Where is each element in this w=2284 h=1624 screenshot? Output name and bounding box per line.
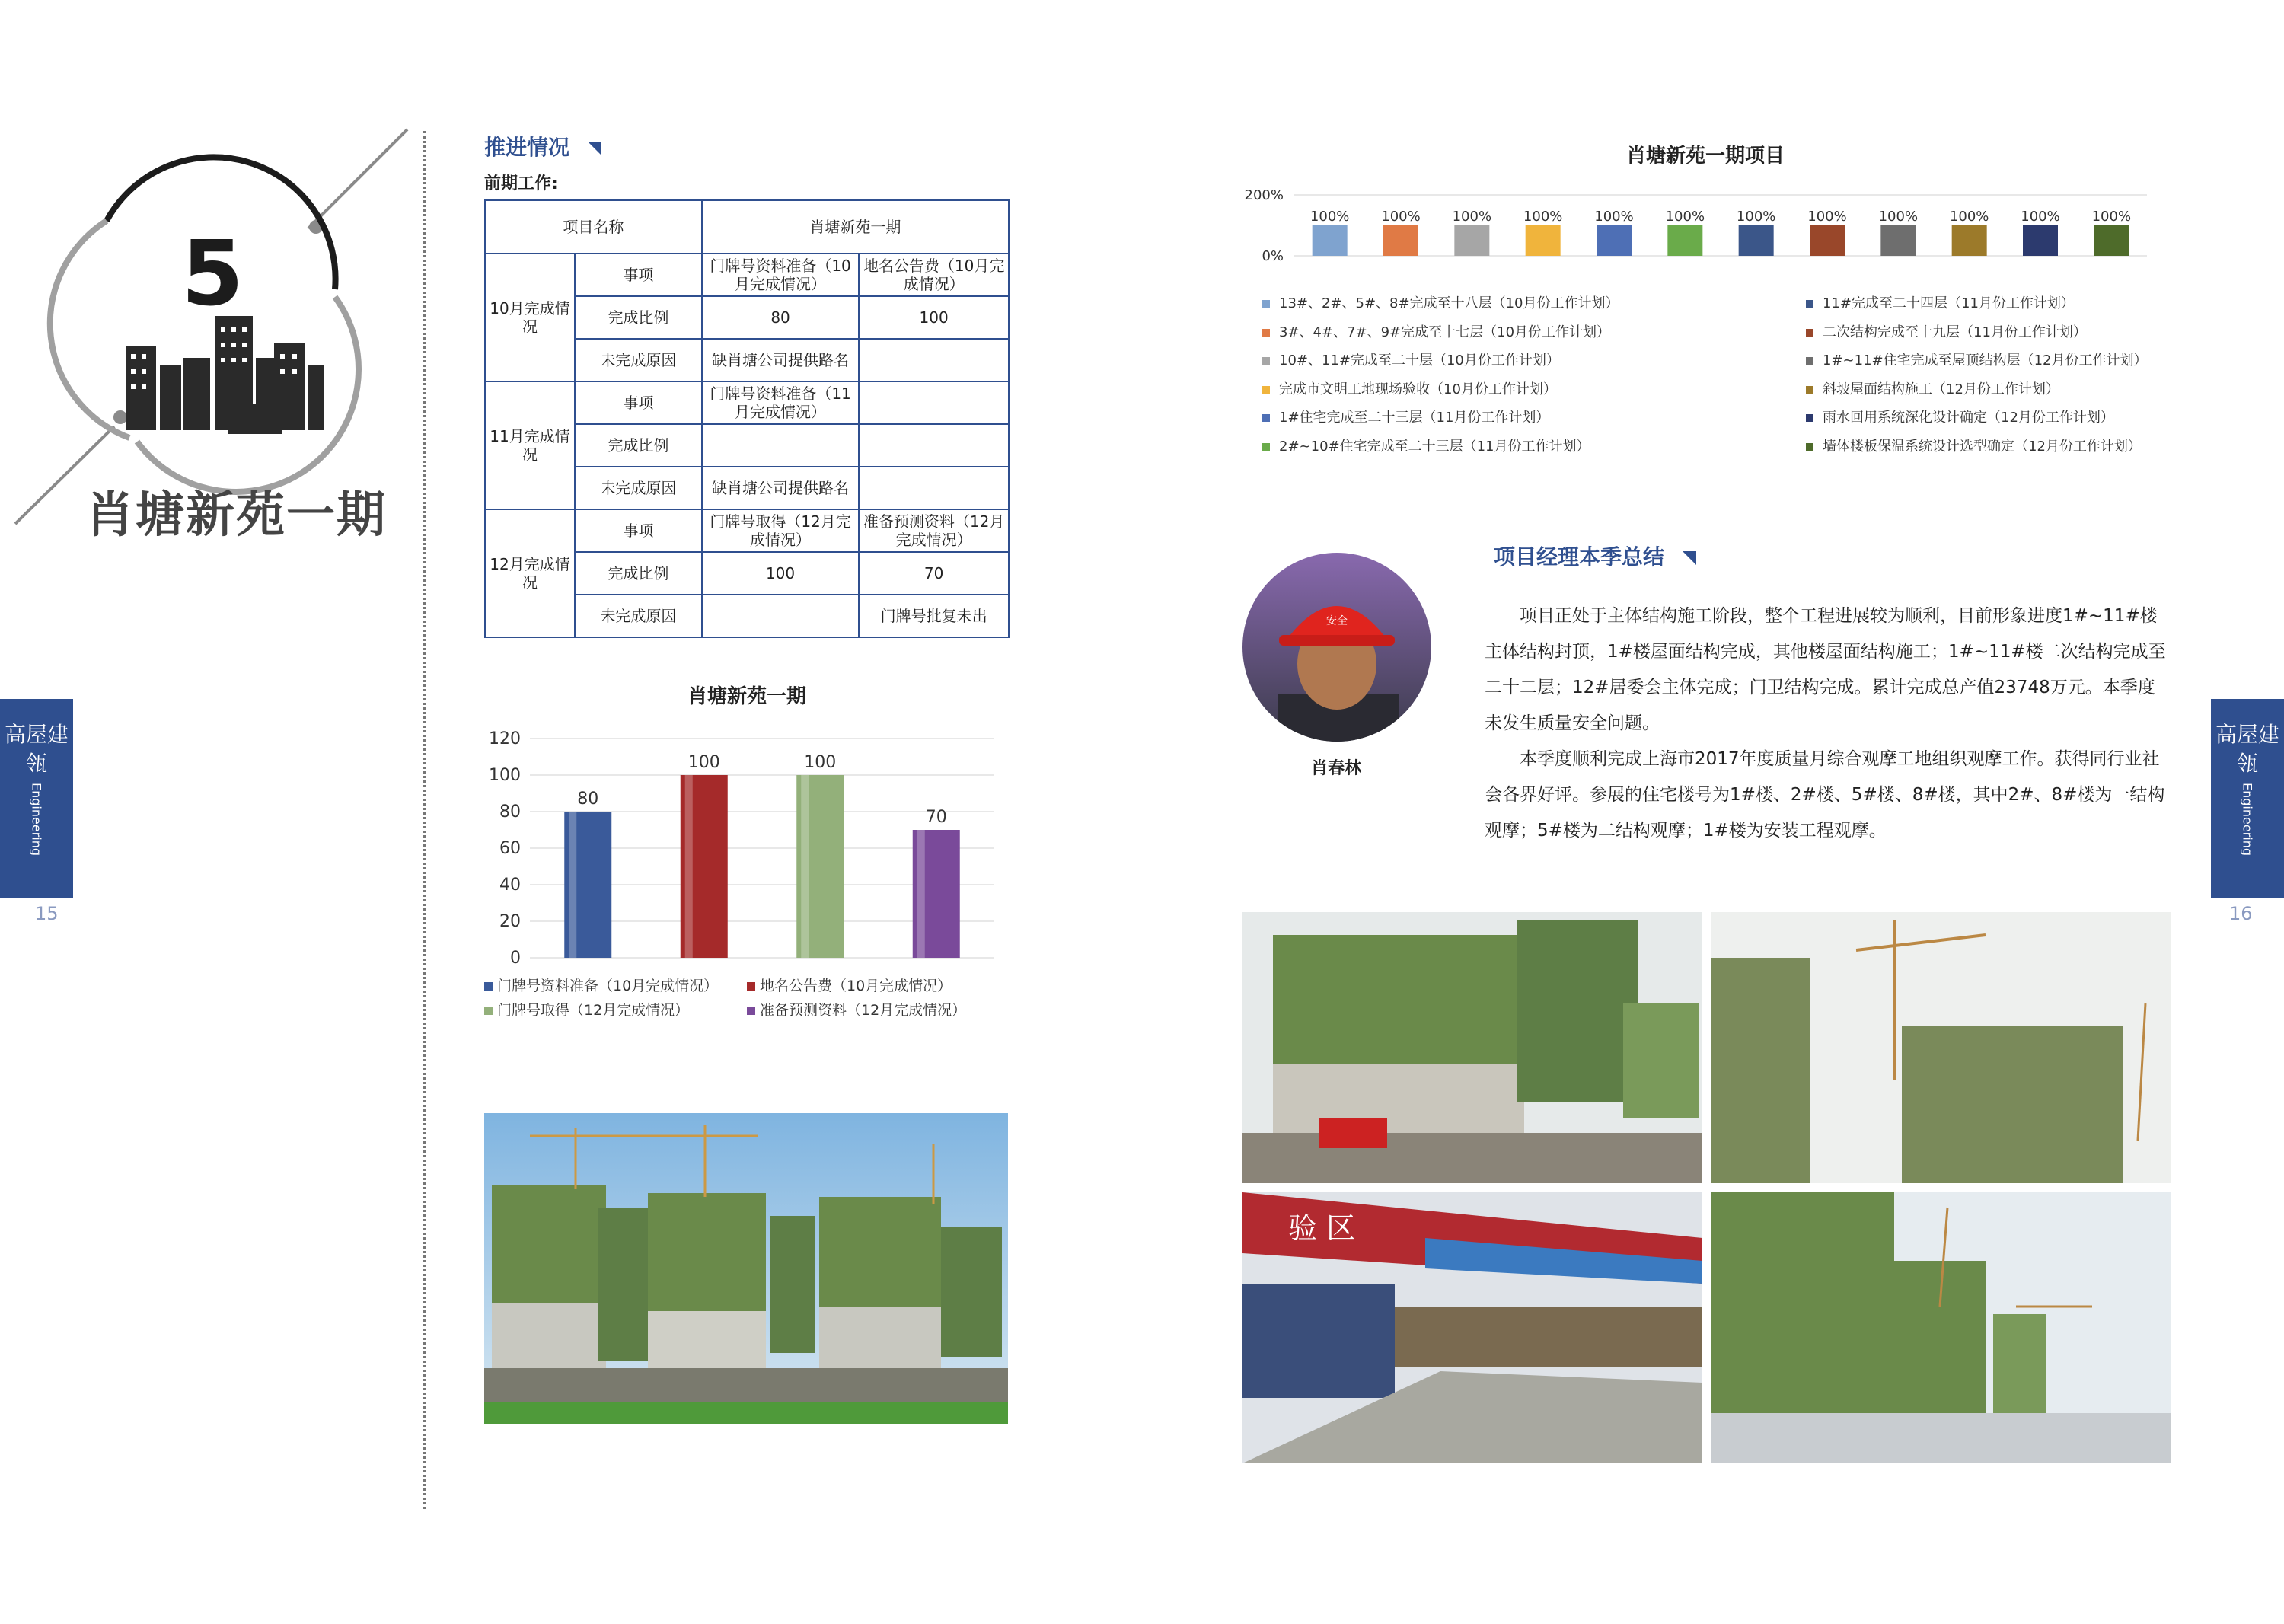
legend-item — [1262, 292, 1619, 312]
divider-line — [423, 131, 426, 1509]
legend-swatch — [1262, 386, 1270, 394]
legend-swatch — [1262, 329, 1270, 337]
legend-item — [484, 999, 689, 1019]
legend-item — [1262, 321, 1610, 341]
triangle-icon — [588, 142, 601, 155]
pre-work-label: 前期工作: — [484, 174, 558, 193]
legend-swatch — [484, 1007, 493, 1015]
legend-label: 1#~11#住宅完成至屋顶结构层（12月份工作计划） — [1823, 353, 2148, 369]
data-label: 100 — [804, 753, 837, 772]
legend-item — [1806, 436, 2142, 455]
summary-paragraph: 本季度顺利完成上海市2017年度质量月综合观摩工地组织观摩工作。获得同行业社会各界好评。参展的住宅楼号为1#楼、2#楼、5#楼、8#楼，其中2#、8#楼为一结构观摩；5#楼为二结构观摩；1#楼为安装工程观摩。 — [1485, 749, 2165, 841]
legend-swatch — [1806, 300, 1813, 308]
table-cell — [859, 381, 1009, 424]
side-tab-text: 高屋建瓴 — [2215, 722, 2279, 776]
legend-label: 二次结构完成至十九层（11月份工作计划） — [1823, 324, 2087, 340]
table-header-project: 肖塘新苑一期 — [702, 200, 1009, 254]
table-cell: 门牌号资料准备（10月完成情况） — [702, 254, 859, 296]
table-cell: 门牌号批复未出 — [859, 595, 1009, 637]
triangle-icon — [1683, 551, 1696, 565]
photo-sign-text: 验 区 — [1288, 1211, 1356, 1245]
legend-label: 斜坡屋面结构施工（12月份工作计划） — [1823, 381, 2059, 397]
page-number-right: 16 — [2229, 903, 2253, 924]
bar — [1880, 225, 1916, 256]
legend-item — [1262, 436, 1590, 455]
bar — [1739, 225, 1774, 256]
legend-item — [1262, 407, 1549, 426]
chart2-title: 肖塘新苑一期项目 — [1625, 145, 1785, 168]
legend-item — [1806, 349, 2148, 369]
bar-highlight — [685, 775, 693, 958]
legend-label: 1#住宅完成至二十三层（11月份工作计划） — [1279, 410, 1550, 426]
data-label: 100% — [1452, 209, 1492, 225]
legend-swatch — [484, 982, 493, 991]
legend-item — [1262, 349, 1560, 369]
side-tab-en: Engineering — [29, 783, 44, 856]
table-cell: 门牌号取得（12月完成情况） — [702, 509, 859, 552]
data-label: 100 — [687, 753, 720, 772]
table-cell: 100 — [859, 296, 1009, 339]
bar — [1526, 225, 1561, 256]
chart1-title: 肖塘新苑一期 — [687, 685, 806, 708]
month-nov: 11月完成情况 — [485, 381, 575, 509]
bar-highlight — [801, 775, 809, 958]
table-header-name: 项目名称 — [485, 200, 702, 254]
legend-label: 13#、2#、5#、8#完成至十八层（10月份工作计划） — [1279, 295, 1619, 311]
bar — [1313, 225, 1348, 256]
bar-highlight — [917, 830, 925, 958]
site-photo-4 — [1711, 1192, 2171, 1463]
bar — [2023, 225, 2058, 256]
table-cell: 未完成原因 — [575, 595, 702, 637]
table-cell: 未完成原因 — [575, 467, 702, 509]
table-cell — [702, 424, 859, 467]
data-label: 100% — [1665, 209, 1705, 225]
legend-label: 11#完成至二十四层（11月份工作计划） — [1823, 295, 2075, 311]
progress-heading-text: 推进情况 — [484, 135, 570, 160]
table-cell — [859, 339, 1009, 381]
y-tick-label: 120 — [489, 729, 521, 748]
table-cell: 门牌号资料准备（11月完成情况） — [702, 381, 859, 424]
legend-label: 门牌号资料准备（10月完成情况） — [497, 978, 719, 994]
data-label: 70 — [925, 808, 947, 827]
legend-label: 10#、11#完成至二十层（10月份工作计划） — [1279, 353, 1560, 369]
legend-swatch — [1262, 414, 1270, 422]
skyline-icon — [126, 316, 324, 434]
summary-heading-text: 项目经理本季总结 — [1494, 544, 1665, 570]
legend-label: 门牌号取得（12月完成情况） — [497, 1002, 690, 1019]
legend-label: 地名公告费（10月完成情况） — [760, 978, 952, 994]
y-tick-label: 200% — [1244, 187, 1284, 203]
summary-paragraph: 项目正处于主体结构施工阶段，整个工程进展较为顺利，目前形象进度1#~11#楼主体结构封顶，1#楼屋面结构完成，其他楼屋面结构施工；1#~11#楼二次结构完成至二十二层；12#居委会主体完成；门卫结构完成。累计完成总产值23748万元。本季度未发生质量安全问题。 — [1485, 606, 2166, 733]
legend-item — [1262, 378, 1557, 398]
page-number-left: 15 — [35, 903, 59, 924]
bar — [1597, 225, 1632, 256]
table-cell: 100 — [702, 552, 859, 595]
table-cell — [859, 467, 1009, 509]
data-label: 100% — [1736, 209, 1776, 225]
table-cell: 事项 — [575, 381, 702, 424]
legend-swatch — [1806, 414, 1813, 422]
bar — [1952, 225, 1987, 256]
table-cell: 事项 — [575, 254, 702, 296]
table-cell: 80 — [702, 296, 859, 339]
month-oct: 10月完成情况 — [485, 254, 575, 381]
y-tick-label: 0 — [510, 949, 521, 968]
table-cell: 完成比例 — [575, 424, 702, 467]
y-tick-label: 0% — [1262, 248, 1284, 264]
table-cell: 70 — [859, 552, 1009, 595]
manager-name: 肖春林 — [1311, 759, 1362, 778]
bar-highlight — [569, 812, 576, 958]
table-cell: 事项 — [575, 509, 702, 552]
y-tick-label: 100 — [489, 766, 521, 785]
y-tick-label: 20 — [499, 912, 521, 931]
chart1 — [484, 723, 1010, 975]
y-tick-label: 40 — [499, 876, 521, 895]
legend-item — [747, 975, 952, 995]
table-cell: 地名公告费（10月完成情况） — [859, 254, 1009, 296]
data-label: 100% — [1309, 209, 1350, 225]
side-tab-en: Engineering — [2240, 783, 2255, 856]
bar — [1454, 225, 1489, 256]
table-cell: 完成比例 — [575, 296, 702, 339]
legend-swatch — [1806, 386, 1813, 394]
legend-item — [1806, 378, 2059, 398]
manager-avatar — [1239, 550, 1434, 745]
data-label: 100% — [1381, 209, 1421, 225]
legend-swatch — [1806, 357, 1813, 365]
legend-label: 3#、4#、7#、9#完成至十七层（10月份工作计划） — [1279, 324, 1611, 340]
table-cell — [859, 424, 1009, 467]
data-label: 100% — [1807, 209, 1847, 225]
data-label: 100% — [2021, 209, 2060, 225]
progress-heading — [484, 131, 601, 161]
summary-heading — [1494, 541, 1696, 571]
site-photo-3 — [1242, 1192, 1702, 1463]
project-title: 肖塘新苑一期 — [85, 487, 387, 544]
data-label: 80 — [577, 790, 599, 809]
table-cell — [702, 595, 859, 637]
table-cell: 未完成原因 — [575, 339, 702, 381]
table-cell: 缺肖塘公司提供路名 — [702, 467, 859, 509]
bar — [1667, 225, 1702, 256]
side-tab-right — [2211, 699, 2284, 898]
legend-swatch — [1806, 329, 1813, 337]
legend-label: 准备预测资料（12月完成情况） — [760, 1002, 967, 1019]
month-dec: 12月完成情况 — [485, 509, 575, 637]
y-tick-label: 60 — [499, 839, 521, 858]
legend-swatch — [747, 982, 755, 991]
side-tab-text: 高屋建瓴 — [4, 722, 69, 776]
legend-swatch — [1262, 443, 1270, 451]
site-photo-2 — [1711, 912, 2171, 1183]
legend-item — [1806, 407, 2114, 426]
legend-item — [1806, 292, 2075, 312]
data-label: 100% — [1878, 209, 1919, 225]
data-label: 100% — [1594, 209, 1634, 225]
table-cell: 缺肖塘公司提供路名 — [702, 339, 859, 381]
helmet-text: 安全 — [1326, 615, 1348, 627]
legend-label: 墙体楼板保温系统设计选型确定（12月份工作计划） — [1823, 438, 2142, 455]
data-label: 100% — [2091, 209, 2132, 225]
side-tab-left — [0, 699, 73, 898]
bar — [2094, 225, 2129, 256]
y-tick-label: 80 — [499, 802, 521, 822]
legend-label: 雨水回用系统深化设计确定（12月份工作计划） — [1823, 410, 2114, 426]
section-number: 5 — [181, 221, 244, 326]
table-cell: 准备预测资料（12月完成情况） — [859, 509, 1009, 552]
data-label: 100% — [1523, 209, 1563, 225]
bar — [1810, 225, 1845, 256]
chart2 — [1244, 180, 2162, 271]
data-label: 100% — [1949, 209, 1989, 225]
legend-label: 完成市文明工地现场验收（10月份工作计划） — [1279, 381, 1557, 397]
legend-item — [747, 999, 966, 1019]
summary-text — [1485, 598, 2170, 849]
legend-swatch — [1262, 300, 1270, 308]
legend-item — [484, 975, 718, 995]
legend-item — [1806, 321, 2087, 341]
legend-label: 2#~10#住宅完成至二十三层（11月份工作计划） — [1279, 438, 1590, 455]
legend-swatch — [1262, 357, 1270, 365]
legend-swatch — [747, 1007, 755, 1015]
construction-photo — [484, 1113, 1008, 1424]
progress-table — [484, 199, 1010, 638]
table-cell: 完成比例 — [575, 552, 702, 595]
bar — [1383, 225, 1418, 256]
legend-swatch — [1806, 443, 1813, 451]
site-photo-1 — [1242, 912, 1702, 1183]
